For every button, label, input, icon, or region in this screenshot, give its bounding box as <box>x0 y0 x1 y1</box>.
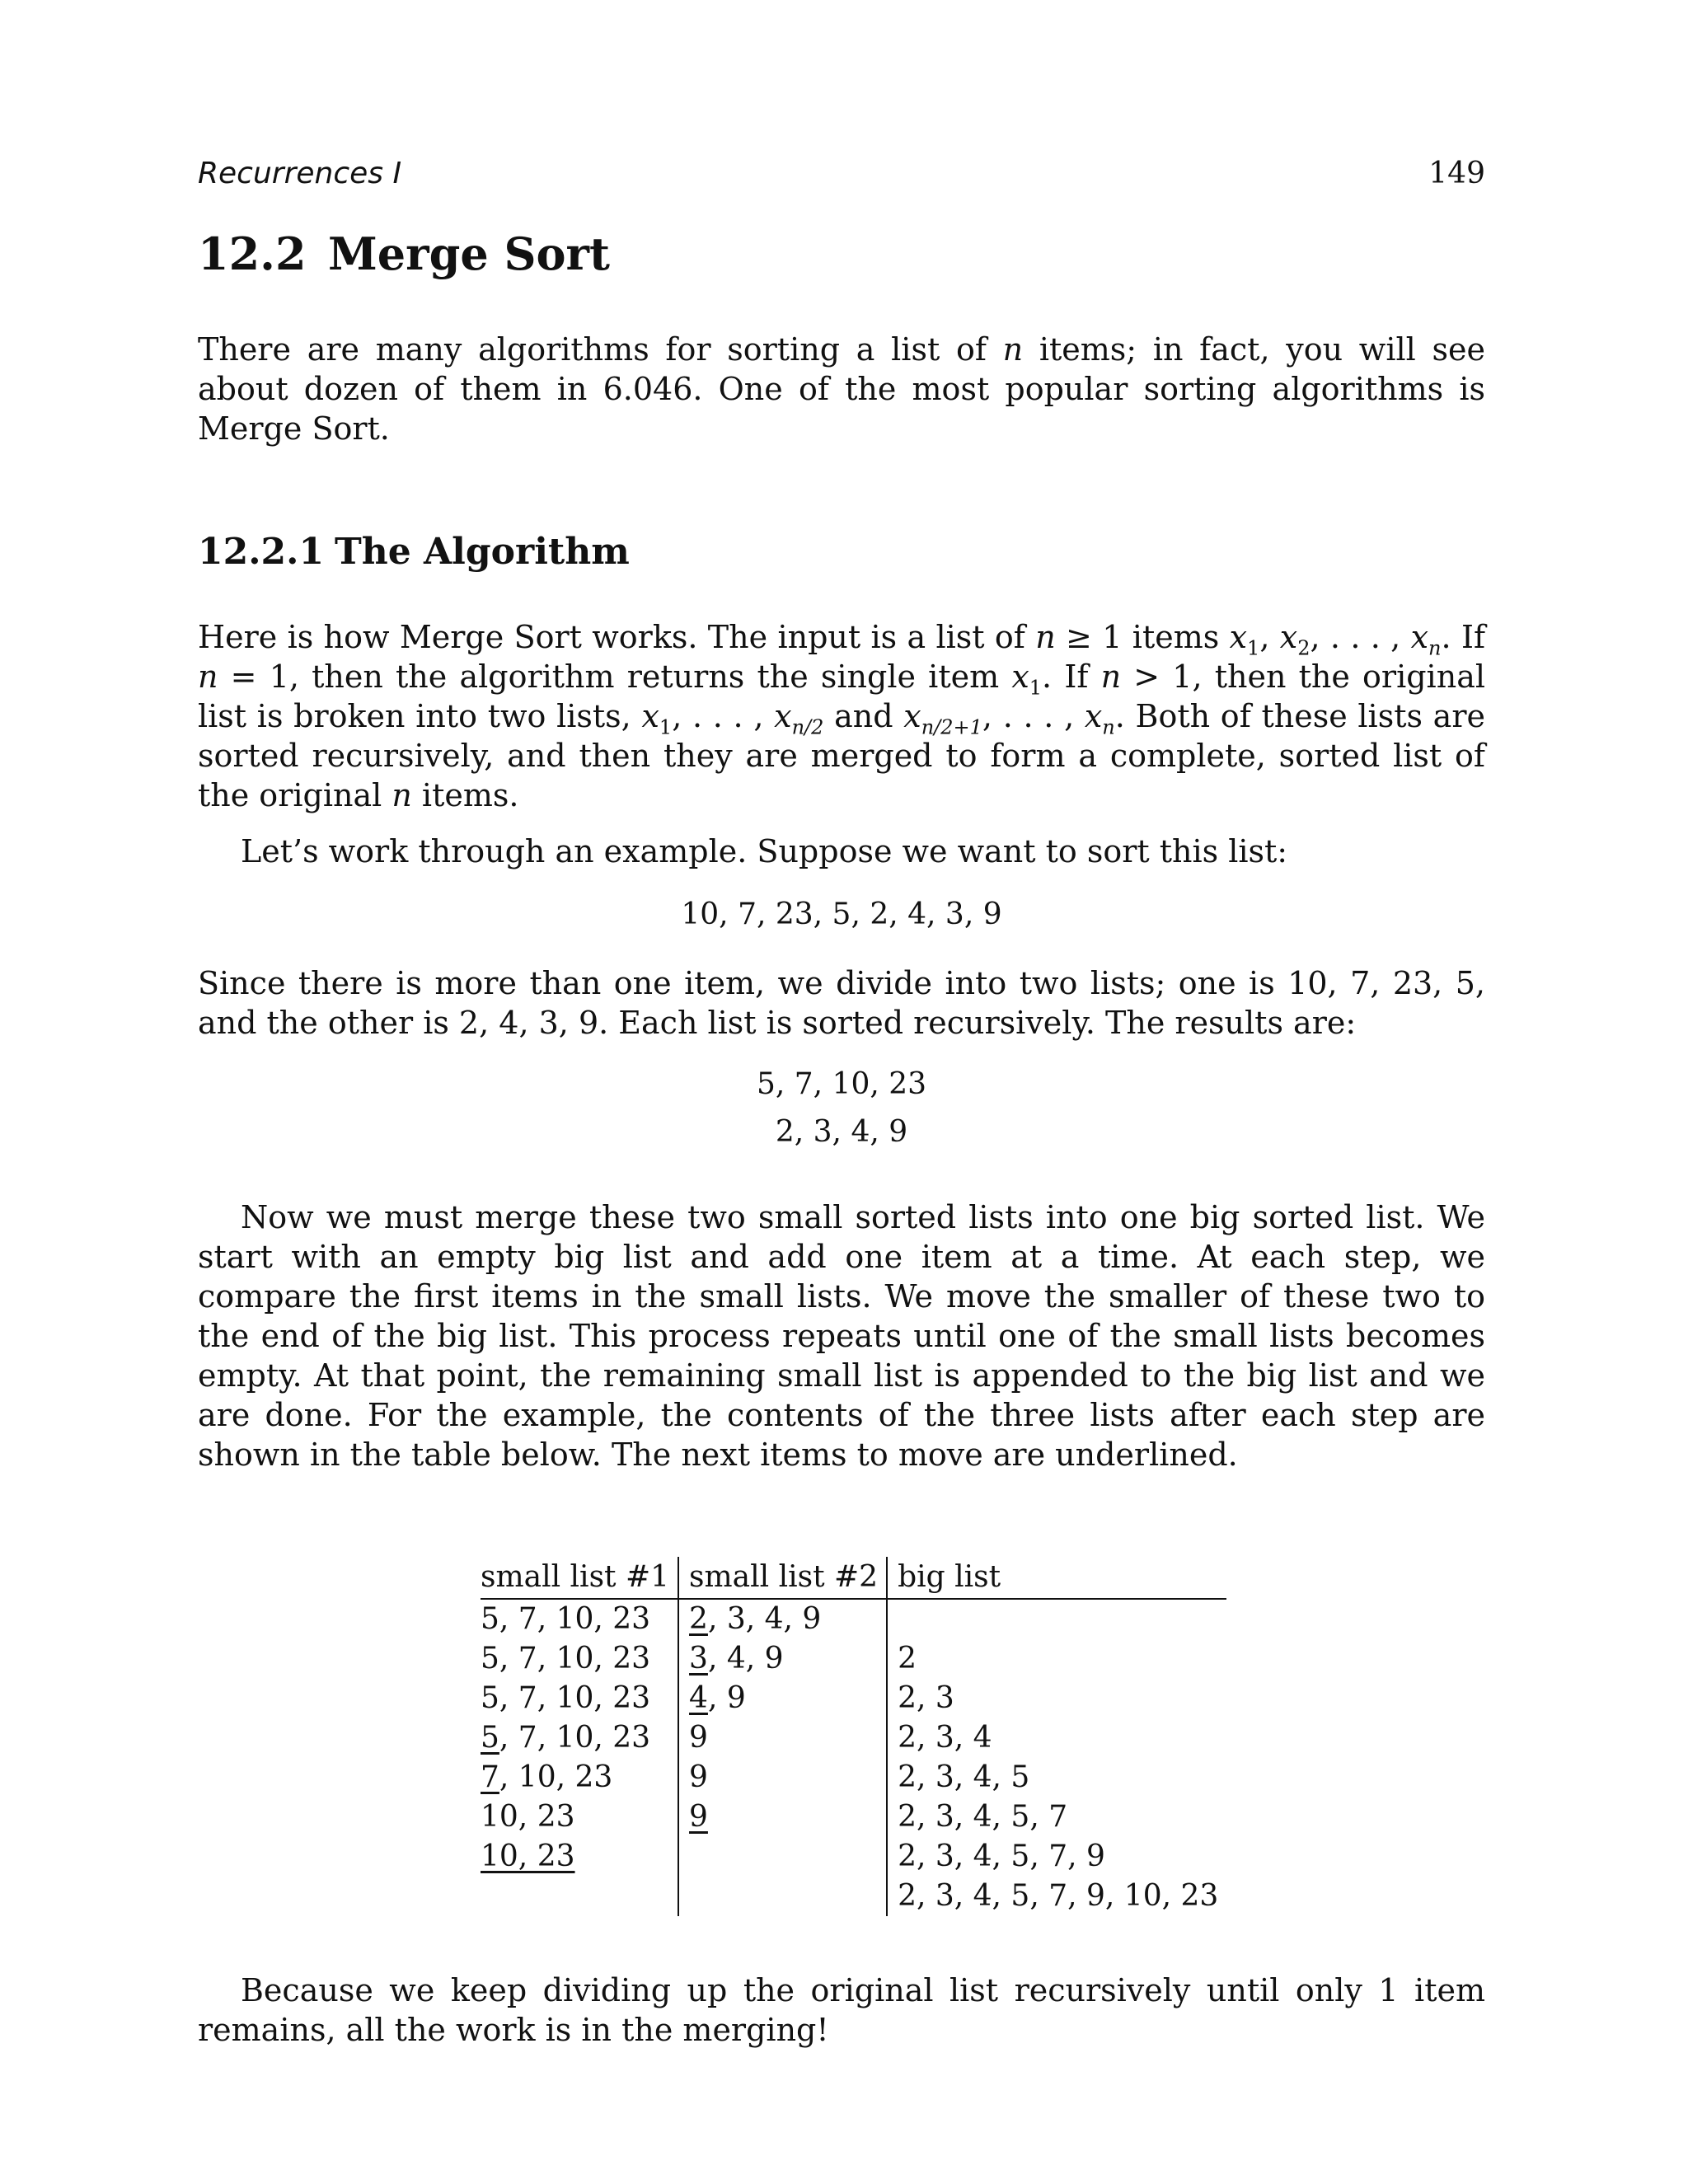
next-item-underline: 2 <box>689 1602 708 1636</box>
section-intro-paragraph: There are many algorithms for sorting a list of n items; in fact, you will see about dozen of them in 6.046. One of the most popular sorting algorithms is Merge Sort. <box>198 331 1485 447</box>
page-number: 149 <box>1428 157 1485 190</box>
small-list-1-cell: 5, 7, 10, 23 <box>481 1599 678 1639</box>
section-title: Merge Sort <box>328 227 610 280</box>
big-list-cell: 2, 3, 4, 5, 7 <box>898 1800 1068 1834</box>
small-list-1-cell: 5, 7, 10, 23 <box>481 1718 678 1758</box>
merge-paragraph: Now we must merge these two small sorted lists into one big sorted list. We start with an empty big list and add one item at a time. At each step, we compare the first items in the small lists. We move the smaller of these two to the end of the big list. This process repeats until one of the small lists becomes empty. At that point, the remaining small list is appended to the big list and we are done. For the example, the contents of the three lists after each step are shown in the table below. The next items to move are underlined. <box>198 1199 1485 1473</box>
small-list-2-cell: 9 <box>678 1718 887 1758</box>
small-list-2-cell <box>678 1837 887 1877</box>
sorted-list-2: 2, 3, 4, 9 <box>775 1115 908 1149</box>
big-list-cell: 2, 3 <box>898 1681 954 1715</box>
split-paragraph: Since there is more than one item, we divide into two lists; one is 10, 7, 23, 5, and the other is 2, 4, 3, 9. Each list is sorted recursively. The results are: <box>198 965 1485 1041</box>
sorted-list-1: 5, 7, 10, 23 <box>756 1067 927 1101</box>
conclusion-paragraph: Because we keep dividing up the original list recursively until only 1 item remains, all the work is in the merging! <box>198 1972 1485 2048</box>
column-header-small-list-1: small list #1 <box>481 1557 678 1599</box>
algorithm-paragraph: Here is how Merge Sort works. The input is a list of n ≥ 1 items $x_1$, $x_2$, . . . , $x_n$. If n = 1, then the algorithm returns the single item $x_1$. If n > 1, then the original list is broken into two lists, $x_1$, . . . , $x_{n/2}$ and $x_{n/2+1}$, . . . , $x_n$. Both of these lists are sorted recursively, and then they are merged to form a complete, sorted list of the original n items. <box>198 619 1486 813</box>
small-list-2-cell: 3, 4, 9 <box>678 1639 887 1679</box>
table-row <box>481 1718 1226 1758</box>
example-intro-paragraph: Let’s work through an example. Suppose we want to sort this list: <box>241 833 1288 869</box>
running-head <box>198 157 1485 198</box>
big-list-cell: 2, 3, 4 <box>898 1721 992 1755</box>
big-list-cell: 2, 3, 4, 5, 7, 9, 10, 23 <box>898 1879 1219 1913</box>
table-header-row <box>481 1557 1226 1599</box>
table-row <box>481 1758 1226 1797</box>
subsection-title: The Algorithm <box>335 531 630 573</box>
small-list-2-cell: 4, 9 <box>678 1679 887 1718</box>
small-list-2-cell: 9 <box>678 1758 887 1797</box>
big-list-cell: 2, 3, 4, 5 <box>898 1760 1030 1794</box>
next-item-underline: 10, 23 <box>481 1840 575 1873</box>
table-row <box>481 1679 1226 1718</box>
next-item-underline: 7 <box>481 1760 499 1794</box>
table-row <box>481 1837 1226 1877</box>
column-header-small-list-2: small list #2 <box>678 1557 887 1599</box>
table-row <box>481 1599 1226 1639</box>
big-list-cell: 2 <box>898 1642 917 1675</box>
big-list-cell: 2, 3, 4, 5, 7, 9 <box>898 1840 1105 1873</box>
next-item-underline: 9 <box>689 1800 708 1834</box>
next-item-underline: 4 <box>689 1681 708 1715</box>
table-body <box>481 1599 1226 1916</box>
small-list-2-cell <box>678 1877 887 1916</box>
small-list-1-cell <box>481 1837 678 1877</box>
column-header-big-list: big list <box>887 1557 1226 1599</box>
section-heading <box>198 227 1485 280</box>
small-list-1-cell: 10, 23 <box>481 1797 678 1837</box>
small-list-2-cell <box>678 1797 887 1837</box>
page <box>198 157 1485 2050</box>
running-title: Recurrences I <box>198 157 402 190</box>
small-list-1-cell: 7, 10, 23 <box>481 1758 678 1797</box>
section-number: 12.2 <box>198 227 307 280</box>
small-list-1-cell: 5, 7, 10, 23 <box>481 1639 678 1679</box>
small-list-1-cell: 5, 7, 10, 23 <box>481 1679 678 1718</box>
big-list-cell <box>887 1599 1226 1639</box>
subsection-number: 12.2.1 <box>198 531 325 573</box>
merge-steps-table <box>481 1557 1226 1916</box>
next-item-underline: 5 <box>481 1721 499 1755</box>
table-row <box>481 1797 1226 1837</box>
example-list: 10, 7, 23, 5, 2, 4, 3, 9 <box>681 898 1002 931</box>
table-row <box>481 1639 1226 1679</box>
table-row <box>481 1877 1226 1916</box>
next-item-underline: 3 <box>689 1642 708 1675</box>
subsection-heading <box>198 531 1485 573</box>
sorted-lists <box>198 1061 1485 1156</box>
small-list-1-cell <box>481 1877 678 1916</box>
small-list-2-cell: 2, 3, 4, 9 <box>678 1599 887 1639</box>
